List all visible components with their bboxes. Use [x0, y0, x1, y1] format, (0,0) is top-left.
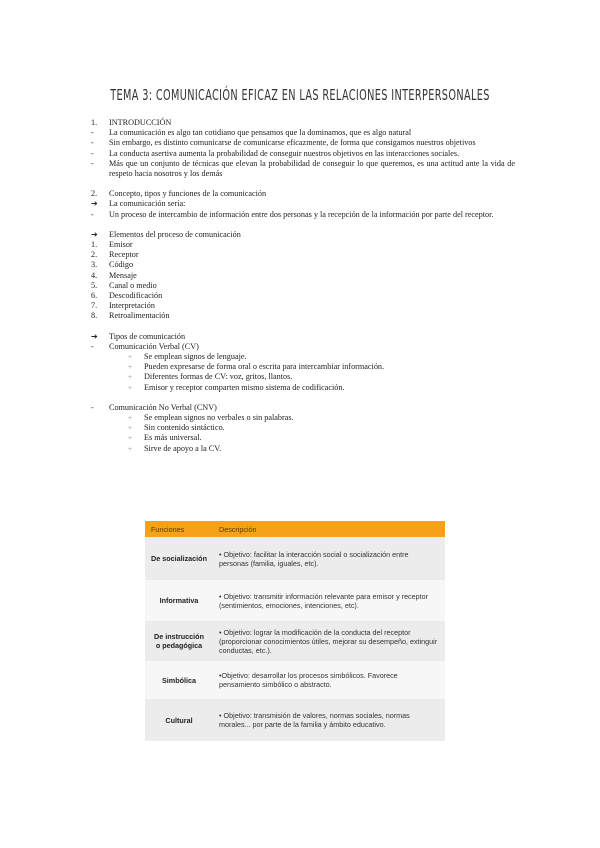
- dash-marker: -: [91, 209, 94, 219]
- function-description: •Objetivo: desarrollar los procesos simbólicos. Favorece pensamiento simbólico o abstracto.: [213, 661, 445, 699]
- section2-heading: 2. Concepto, tipos y funciones de la comunicación: [91, 189, 267, 199]
- table-row: [145, 621, 445, 661]
- table-row: [145, 699, 445, 741]
- list-item: + Sirve de apoyo a la CV.: [128, 443, 222, 453]
- bullet-icon: +: [128, 383, 132, 392]
- list-item: + Pueden expresarse de forma oral o escrita para intercambiar información.: [128, 362, 385, 372]
- section2-arrow-item: ➔ La comunicación sería:: [91, 199, 186, 209]
- section2-dash-item: - Un proceso de intercambio de información entre dos personas y la recepción de la información por parte del receptor.: [91, 209, 494, 219]
- list-item: 2. Receptor: [91, 250, 139, 260]
- bullet-icon: +: [128, 373, 132, 382]
- table-row: [145, 537, 445, 580]
- intro-item: - La comunicación es algo tan cotidiano que pensamos que la dominamos, que es algo natural: [91, 128, 412, 138]
- list-item: 1. Emisor: [91, 240, 133, 250]
- list-item: + Se emplean signos no verbales o sin palabras.: [128, 413, 294, 423]
- functions-table: [145, 521, 445, 741]
- function-description: • Objetivo: transmitir información relevante para emisor y receptor (sentimientos, emociones, intenciones, etc).: [213, 580, 445, 621]
- list-item: + Se emplean signos de lenguaje.: [128, 352, 247, 362]
- intro-number: 1.: [91, 118, 98, 127]
- dash-marker: -: [91, 148, 94, 158]
- intro-item: - La conducta asertiva aumenta la probabilidad de conseguir nuestros objetivos en las interacciones sociales.: [91, 148, 460, 158]
- bullet-icon: +: [128, 353, 132, 362]
- function-name: Simbólica: [145, 661, 213, 699]
- function-name: Informativa: [145, 580, 213, 621]
- intro-item: - Más que un conjunto de técnicas que elevan la probabilidad de conseguir lo que queremos, es una actitud ante la vida de respeto hacia nosotros y los demás: [91, 158, 515, 179]
- header-funciones: Funciones: [145, 521, 213, 537]
- bullet-icon: +: [128, 434, 132, 443]
- nonverbal-heading: - Comunicación No Verbal (CNV): [91, 402, 217, 412]
- types-heading: ➔ Tipos de comunicación: [91, 331, 186, 341]
- list-item: + Sin contenido sintáctico.: [128, 423, 225, 433]
- table-row: [145, 661, 445, 699]
- list-item: 6. Descodificación: [91, 291, 163, 301]
- arrow-icon: ➔: [91, 331, 98, 341]
- list-item: + Emisor y receptor comparten mismo sistema de codificación.: [128, 382, 345, 392]
- function-name: De socialización: [145, 537, 213, 580]
- page-title: TEMA 3: COMUNICACIÓN EFICAZ EN LAS RELACIONES INTERPERSONALES: [110, 86, 490, 104]
- list-item: 3. Código: [91, 260, 134, 270]
- list-item: + Es más universal.: [128, 433, 202, 443]
- function-description: • Objetivo: transmisión de valores, normas sociales, normas morales... por parte de la familia y ámbito educativo.: [213, 699, 445, 741]
- bullet-icon: +: [128, 444, 132, 453]
- bullet-icon: +: [128, 363, 132, 372]
- list-item: 7. Interpretación: [91, 301, 155, 311]
- document-body: [91, 118, 515, 454]
- list-item: 5. Canal o medio: [91, 280, 157, 290]
- section2-number: 2.: [91, 189, 98, 199]
- intro-heading: 1. INTRODUCCIÓN: [91, 118, 172, 127]
- header-descripcion: Descripción: [213, 521, 445, 537]
- dash-marker: -: [91, 402, 94, 412]
- function-name: Cultural: [145, 699, 213, 741]
- table-header-row: [145, 521, 445, 537]
- arrow-icon: ➔: [91, 199, 98, 209]
- dash-marker: -: [91, 158, 94, 168]
- arrow-icon: ➔: [91, 229, 98, 239]
- bullet-icon: +: [128, 414, 132, 423]
- function-description: • Objetivo: facilitar la interacción social o socialización entre personas (familia, iguales, etc).: [213, 537, 445, 580]
- list-item: 4. Mensaje: [91, 270, 137, 280]
- table-row: [145, 580, 445, 621]
- list-item: 8. Retroalimentación: [91, 311, 170, 321]
- elements-heading: ➔ Elementos del proceso de comunicación: [91, 229, 241, 239]
- verbal-heading: - Comunicación Verbal (CV): [91, 341, 199, 351]
- intro-item: - Sin embargo, es distinto comunicarse de comunicarse eficazmente, de forma que consigamos nuestros objetivos: [91, 138, 476, 148]
- dash-marker: -: [91, 138, 94, 148]
- dash-marker: -: [91, 128, 94, 138]
- function-name: De instrucción o pedagógica: [145, 621, 213, 661]
- dash-marker: -: [91, 341, 94, 351]
- function-description: • Objetivo: lograr la modificación de la conducta del receptor (proporcionar conocimientos útiles, mejorar su desempeño, extinguir conductas, etc.).: [213, 621, 445, 661]
- list-item: + Diferentes formas de CV: voz, gritos, llantos.: [128, 372, 293, 382]
- bullet-icon: +: [128, 424, 132, 433]
